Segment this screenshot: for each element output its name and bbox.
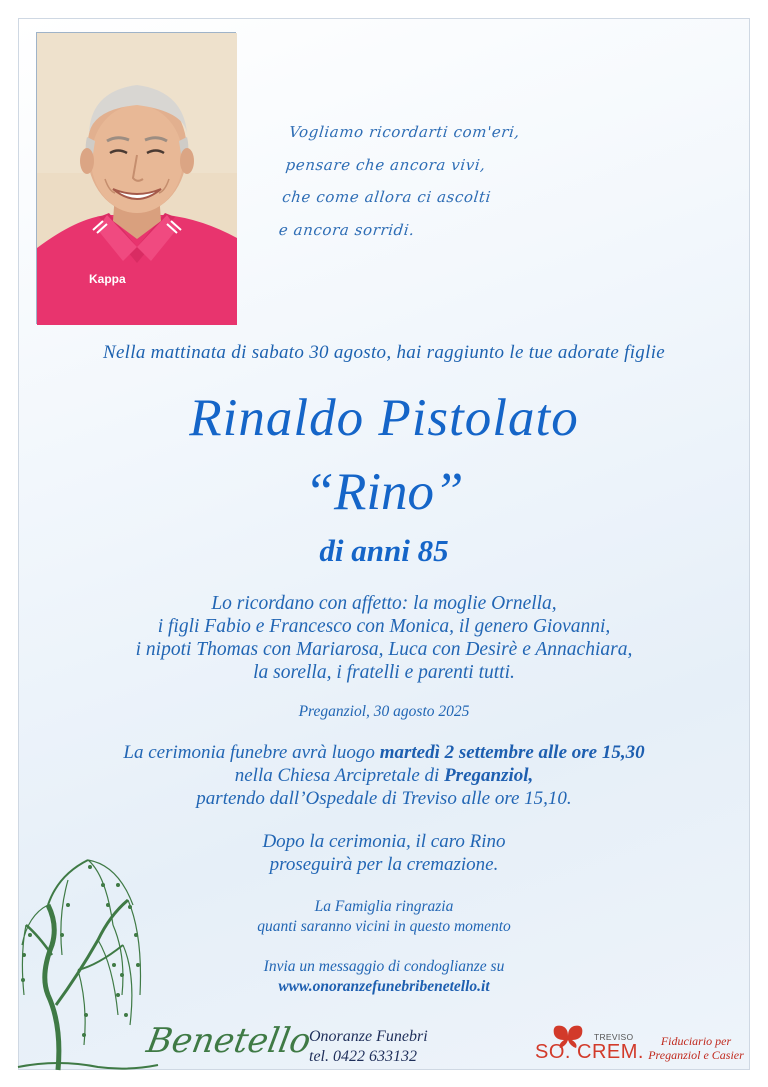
poem-line: che come allora ci ascolti — [281, 188, 492, 206]
mourners-line: Lo ricordano con affetto: la moglie Ornella, — [211, 593, 557, 614]
ceremony-line-3: partendo dall’Ospedale di Treviso alle ore 15,10. — [196, 788, 572, 809]
condolence-link[interactable]: www.onoranzefunebribenetello.it — [278, 978, 490, 995]
socrem-name: SO. CREM. — [535, 1041, 644, 1063]
benetello-logo-mark — [143, 1014, 314, 1064]
ceremony-line-1 — [18, 741, 750, 764]
after-line: Dopo la cerimonia, il caro Rino — [262, 831, 506, 852]
portrait-photo — [36, 32, 236, 324]
intro-text: Nella mattinata di sabato 30 agosto, hai raggiunto le tue adorate figlie — [102, 342, 666, 363]
agency-phone: tel. 0422 633132 — [309, 1048, 417, 1065]
agency-name: Onoranze Funebri — [309, 1028, 428, 1045]
poem — [277, 116, 591, 246]
fiduciario-note — [640, 1034, 752, 1062]
benetello-logo — [143, 1014, 314, 1064]
mourners-list — [18, 592, 750, 684]
mourners-line: i figli Fabio e Francesco con Monica, il genero Giovanni, — [157, 616, 611, 637]
deceased-age: di anni 85 — [319, 533, 449, 568]
benetello-logo-text: Benetello — [143, 1021, 314, 1061]
agency-info — [309, 1027, 428, 1067]
place-date: Preganziol, 30 agosto 2025 — [298, 703, 470, 720]
ceremony-line-2 — [18, 764, 750, 787]
socrem-city: TREVISO — [594, 1032, 634, 1042]
mourners-line: la sorella, i fratelli e parenti tutti. — [253, 662, 515, 683]
thanks-line: La Famiglia ringrazia — [314, 898, 454, 915]
fiduciario-line: Preganziol e Casier — [648, 1048, 744, 1062]
after-line: proseguirà per la cremazione. — [269, 854, 499, 875]
svg-text:Kappa: Kappa — [89, 272, 126, 286]
willow-tree-icon — [18, 845, 158, 1070]
ceremony-text: La cerimonia funebre avrà luogo — [123, 742, 380, 763]
portrait-illustration — [37, 33, 237, 325]
ceremony-datetime: martedì 2 settembre alle ore 15,30 — [379, 742, 645, 763]
poem-line: Vogliamo ricordarti com'eri, — [288, 123, 521, 141]
thanks-line: quanti saranno vicini in questo momento — [257, 918, 511, 935]
ceremony-info — [18, 741, 750, 810]
invite-text: Invia un messaggio di condoglianze su — [263, 958, 505, 975]
fiduciario-line: Fiduciario per — [660, 1034, 732, 1048]
poem-line: e ancora sorridi. — [277, 220, 416, 239]
ceremony-town: Preganziol, — [444, 765, 534, 786]
deceased-nickname: “Rino” — [304, 463, 464, 521]
ceremony-text: nella Chiesa Arcipretale di — [234, 765, 445, 786]
deceased-name: Rinaldo Pistolato — [189, 389, 579, 447]
mourners-line: i nipoti Thomas con Mariarosa, Luca con Desirè e Annachiara, — [135, 639, 633, 660]
poem-line: pensare che ancora vivi, — [284, 155, 487, 174]
